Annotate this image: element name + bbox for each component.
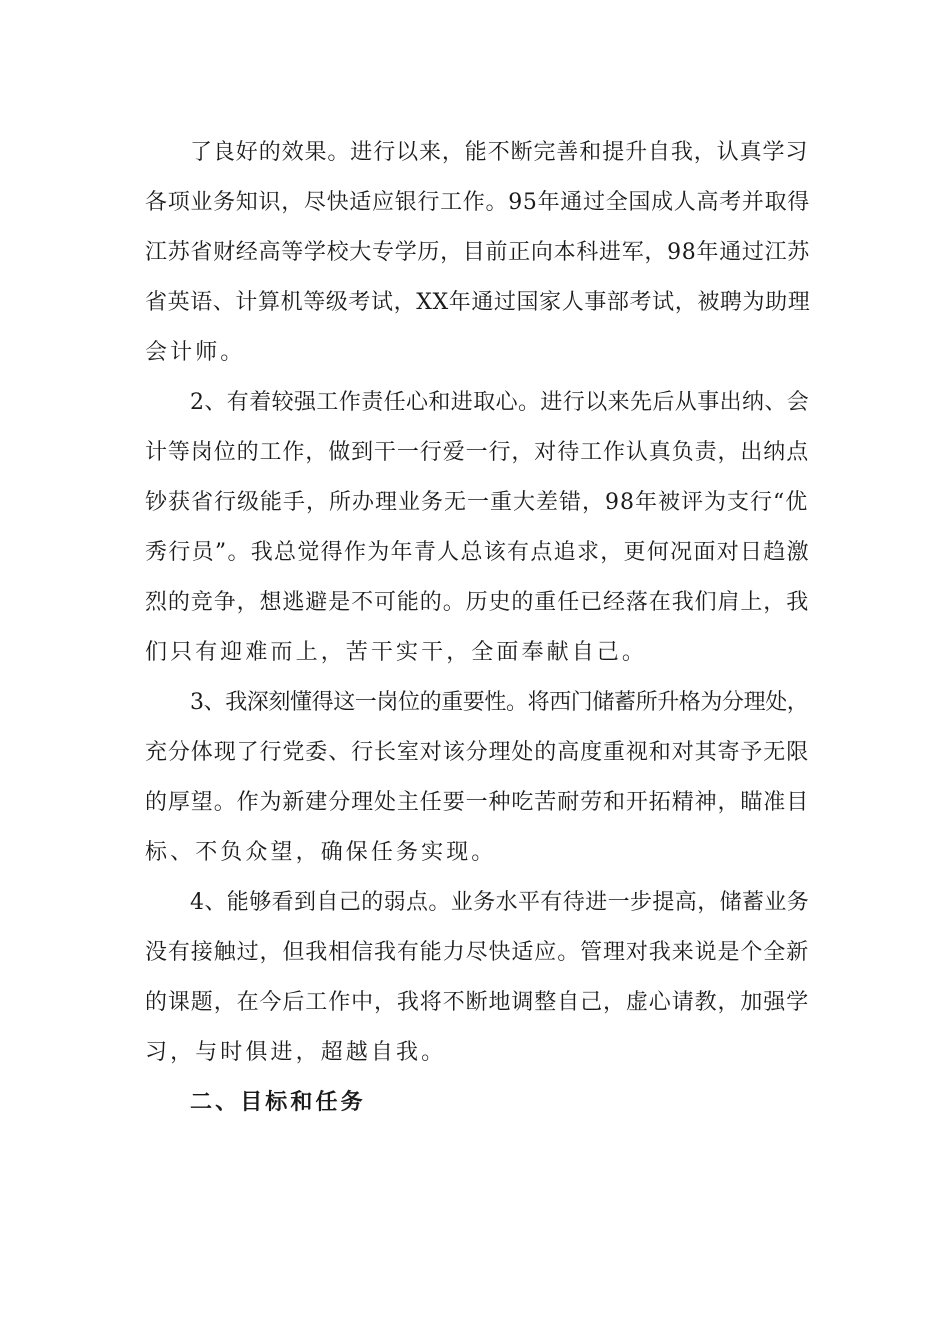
- paragraph-3-line-4: 标、不负众望，确保任务实现。: [145, 840, 497, 865]
- paragraph-2-line-6: 们只有迎难而上，苦干实干，全面奉献自己。: [145, 640, 648, 665]
- paragraph-1-line-3: 江苏省财经高等学校大专学历，目前正向本科进军，98年通过江苏: [145, 240, 810, 265]
- paragraph-1-line-1: 了良好的效果。进行以来，能不断完善和提升自我，认真学习: [190, 140, 809, 165]
- paragraph-4-line-1: 4、能够看到自己的弱点。业务水平有待进一步提高，储蓄业务: [190, 890, 810, 915]
- paragraph-4-line-4: 习，与时俱进，超越自我。: [145, 1040, 447, 1065]
- section-heading: 二、目标和任务: [190, 1090, 366, 1115]
- paragraph-2-line-4: 秀行员”。我总觉得作为年青人总该有点追求，更何况面对日趋激: [145, 540, 810, 565]
- paragraph-2-line-3: 钞获省行级能手，所办理业务无一重大差错，98年被评为支行“优: [145, 490, 809, 515]
- paragraph-2-line-1: 2、有着较强工作责任心和进取心。进行以来先后从事出纳、会: [190, 390, 810, 415]
- paragraph-3-line-3: 的厚望。作为新建分理处主任要一种吃苦耐劳和开拓精神，瞄准目: [145, 790, 810, 815]
- paragraph-2-line-5: 烈的竞争，想逃避是不可能的。历史的重任已经落在我们肩上，我: [145, 590, 810, 615]
- paragraph-2-line-2: 计等岗位的工作，做到干一行爱一行，对待工作认真负责，出纳点: [145, 440, 810, 465]
- paragraph-3-line-1: 3、我深刻懂得这一岗位的重要性。将西门储蓄所升格为分理处，: [190, 690, 809, 715]
- paragraph-1-line-2: 各项业务知识，尽快适应银行工作。95年通过全国成人高考并取得: [145, 190, 810, 215]
- paragraph-1-line-5: 会计师。: [145, 340, 246, 365]
- paragraph-4-line-3: 的课题，在今后工作中，我将不断地调整自己，虚心请教，加强学: [145, 990, 810, 1015]
- paragraph-1-line-4: 省英语、计算机等级考试，XX年通过国家人事部考试，被聘为助理: [145, 290, 811, 315]
- paragraph-3-line-2: 充分体现了行党委、行长室对该分理处的高度重视和对其寄予无限: [145, 740, 810, 765]
- paragraph-4-line-2: 没有接触过，但我相信我有能力尽快适应。管理对我来说是个全新: [145, 940, 810, 965]
